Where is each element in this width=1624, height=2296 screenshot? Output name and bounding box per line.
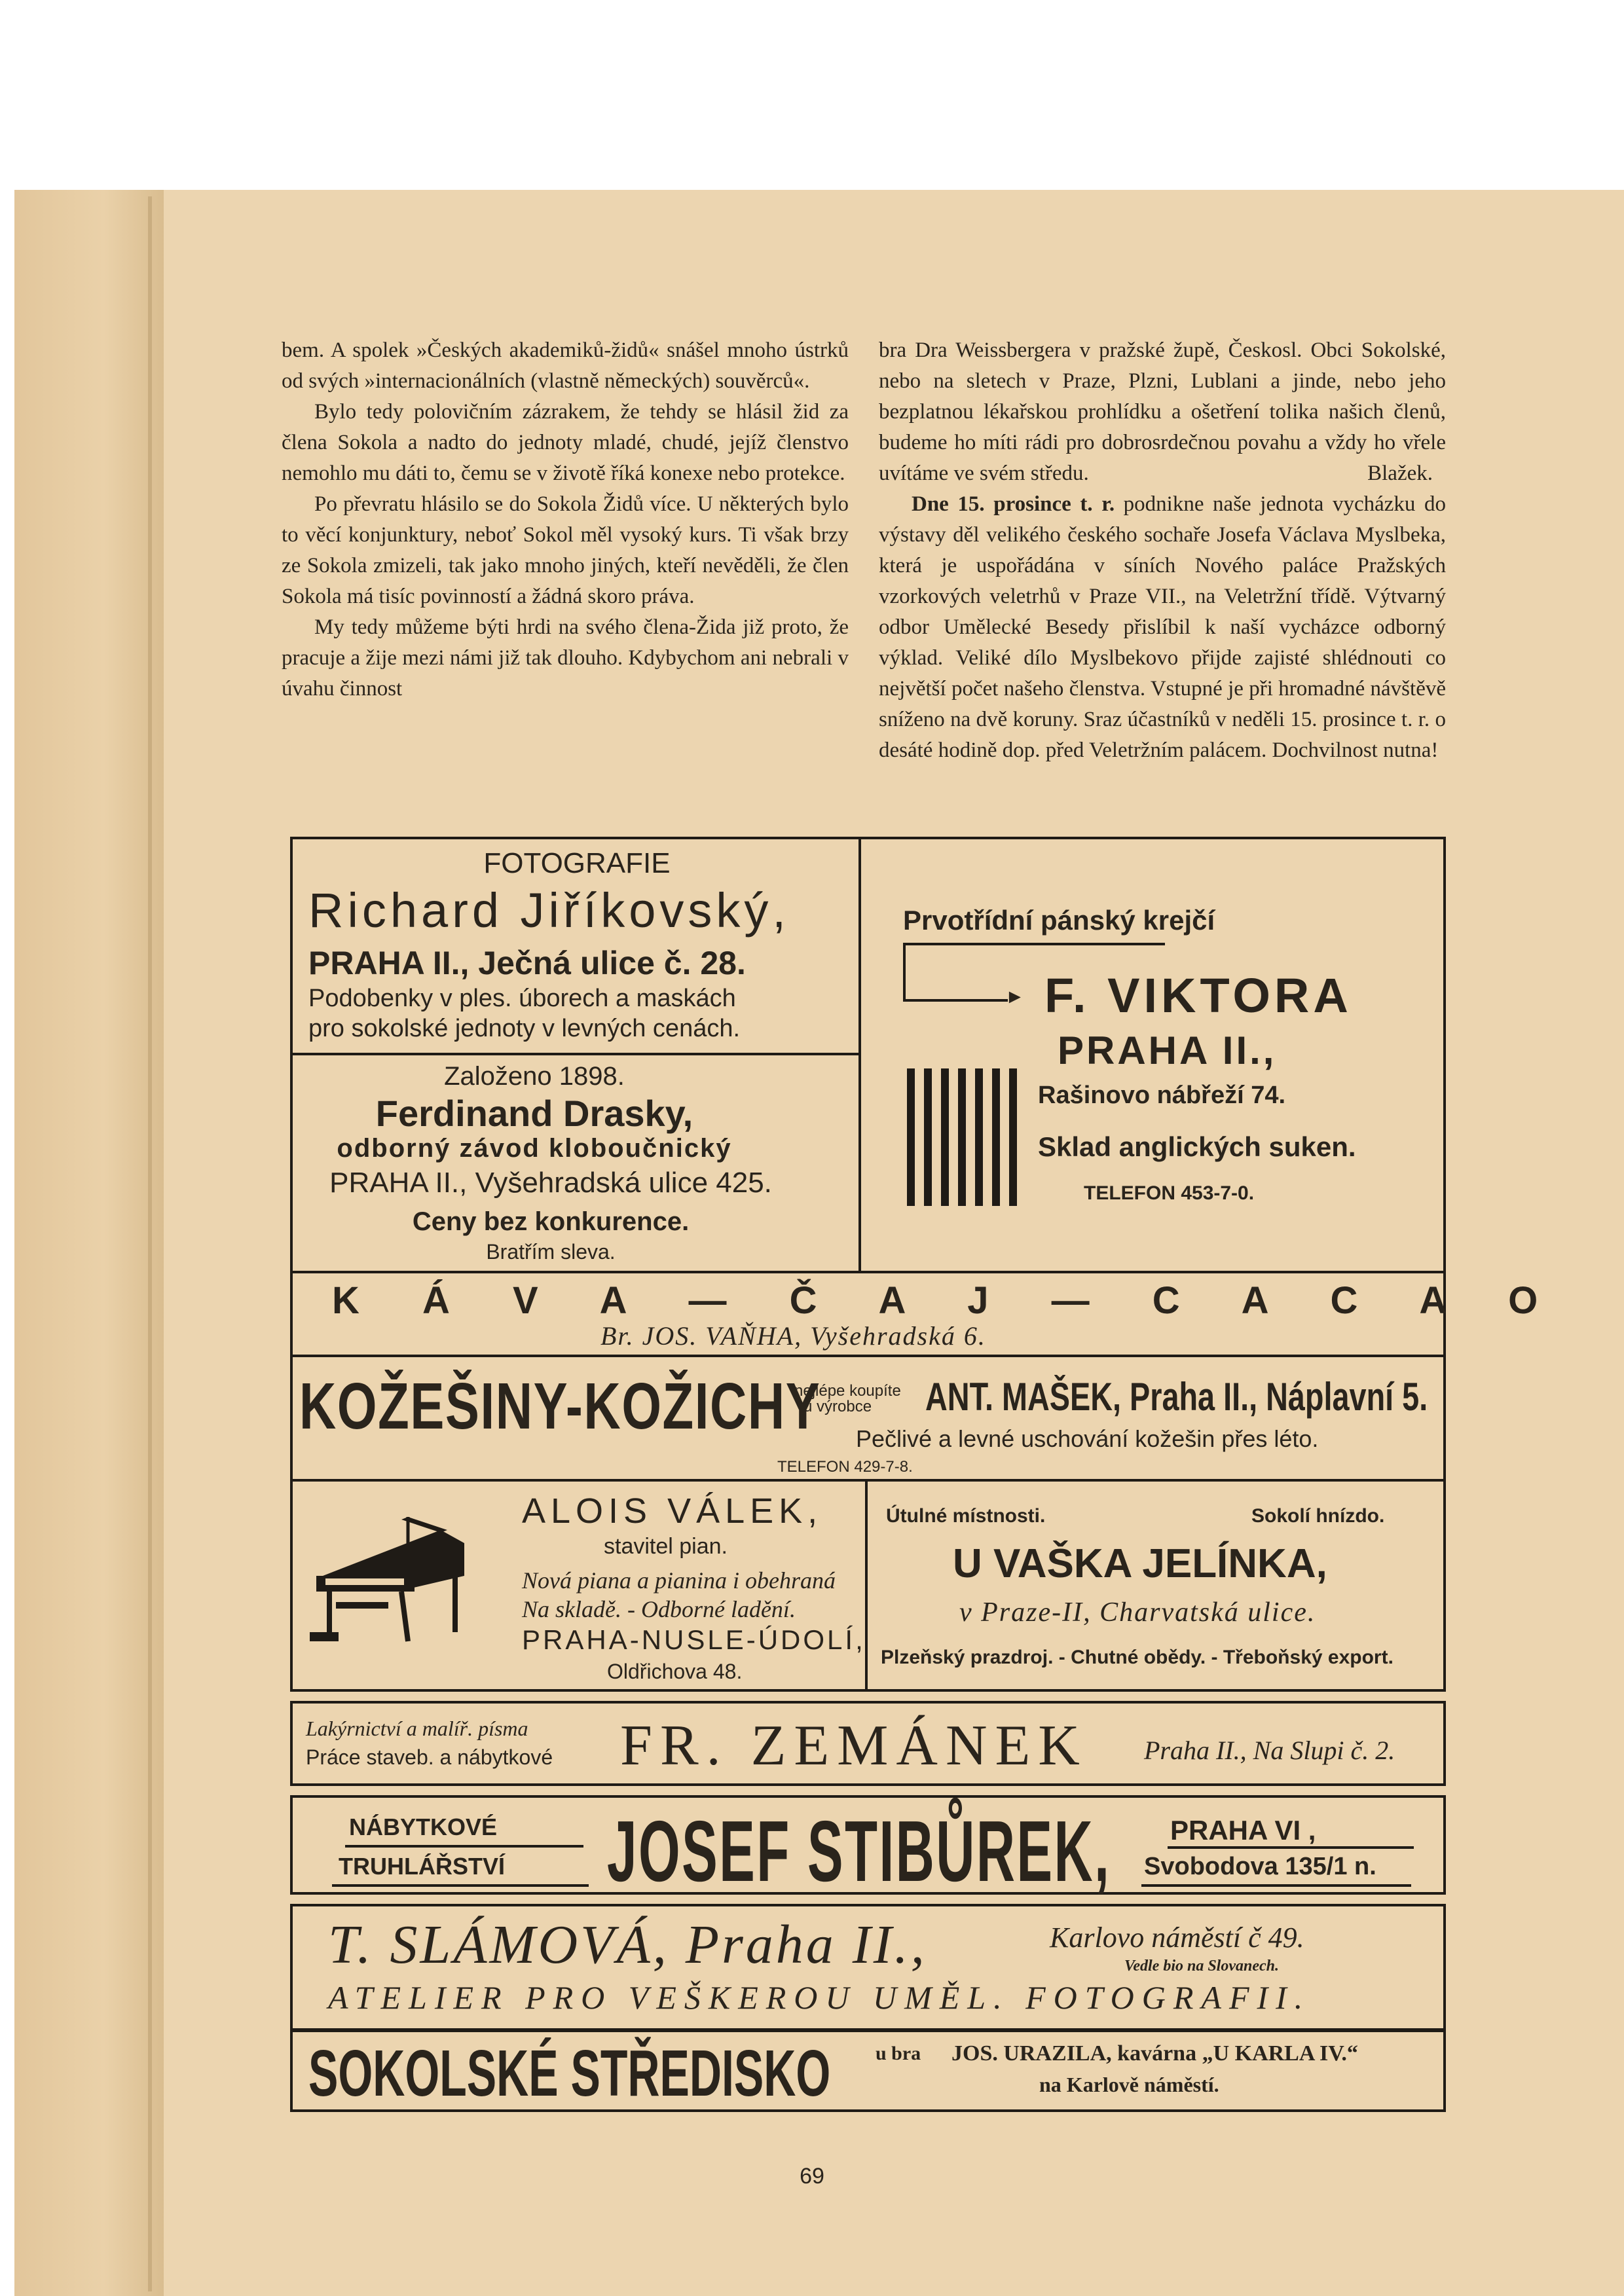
article-column-left (282, 335, 849, 704)
ad-text: Na skladě. - Odborné ladění. (522, 1596, 796, 1622)
ad-text: TRUHLÁŘSTVÍ (339, 1853, 505, 1880)
tailor-street: Rašinovo nábřeží 74. (1038, 1082, 1286, 1109)
founded-year: Založeno 1898. (444, 1062, 625, 1091)
carpenter-name: JOSEF STIBŮREK, (607, 1803, 1111, 1899)
advertisements-block (290, 837, 1564, 2112)
ad-viktora (858, 837, 1446, 1273)
article-paragraph: My tedy můžeme býti hrdi na svého člena-Žida již proto, že pracuje a žije mezi námi již tak dlouho. Kdybychom ani nebrali v úvahu činnost (282, 615, 849, 701)
ad-kava (290, 1271, 1564, 1357)
ad-headline: SOKOLSKÉ STŘEDISKO (308, 2037, 831, 2110)
article-column-right (879, 335, 1446, 766)
cafe-name: JOS. URAZILA, kavárna „U KARLA IV.“ (951, 2041, 1358, 2066)
ad-text: Sklad anglických suken. (1038, 1131, 1356, 1162)
ad-kozesiny (290, 1355, 1446, 1482)
author-signature: Blažek. (1367, 462, 1433, 485)
piano-icon (310, 1504, 467, 1654)
hatter-address: PRAHA II., Vyšehradská ulice 425. (329, 1167, 772, 1199)
piano-maker-city: PRAHA-NUSLE-ÚDOLÍ, (522, 1624, 866, 1655)
tailor-city: PRAHA II., (1058, 1029, 1277, 1072)
carpenter-street: Svobodova 135/1 n. (1144, 1853, 1376, 1880)
ad-drasky (290, 1053, 861, 1273)
ad-text: Bratřím sleva. (486, 1240, 616, 1264)
barcode-decoration (907, 1068, 1022, 1206)
announcement-date: Dne 15. prosince t. r. (912, 492, 1115, 516)
article-paragraph: Po převratu hlásilo se do Sokola Židů více. U některých bylo to věcí konjunktury, neboť Sokol měl vysoký kurs. Ti však brzy ze Sokola zmizeli, tak jako mnoho jiných, kteří nevěděli, že člen Sokola má tisíc povinností a žádná skoro práva. (282, 492, 849, 608)
ad-headline: ATELIER PRO VEŠKEROU UMĚL. FOTOGRAFII. (328, 1979, 1311, 2016)
ad-text: stavitel pian. (604, 1534, 728, 1559)
photographer-name: T. SLÁMOVÁ, Praha II., (328, 1914, 927, 1975)
ad-headline: K Á V A — Č A J — C A C A O (332, 1279, 1564, 1322)
cafe-address: na Karlově náměstí. (1039, 2073, 1219, 2096)
announcement-paragraph (879, 489, 1446, 766)
ad-fotografie (290, 837, 861, 1055)
furrier-phone: TELEFON 429-7-8. (777, 1458, 913, 1476)
ad-headline: KOŽEŠINY-KOŽICHY (299, 1370, 821, 1443)
article-paragraph: bem. A spolek »Českých akademiků-židů« snášel mnoho ústrků od svých »internacionálních (vlastně německých) souvěrců«. (282, 338, 849, 393)
ad-slamova (290, 1904, 1446, 2032)
ad-text: Ceny bez konkurence. (412, 1207, 690, 1236)
article-paragraph: Bylo tedy polovičním zázrakem, že tehdy se hlásil žid za člena Sokola a nadto do jednoty mladé, chudé, jejíž členstvo nemohlo mu dáti to, čemu se v životě říká konexe nebo protekce. (282, 400, 849, 485)
painter-address: Praha II., Na Slupi č. 2. (1144, 1736, 1395, 1765)
ad-heading: FOTOGRAFIE (483, 847, 671, 879)
ad-stiburek (290, 1795, 1446, 1899)
binding-fold (148, 196, 152, 2291)
photographer-name: Richard Jiříkovský, (308, 883, 790, 938)
ad-zemanek (290, 1701, 1446, 1786)
announcement-text: podnikne naše jednota vycházku do výstavy děl velikého českého sochaře Josefa Václava Myslbeka, která je uspořádána v síních Nového paláce Pražských vzorkových veletrhů v Praze VII., na Veletržní třídě. Výtvarný odbor Umělecké Besedy přislíbil k naší vycházce odborný výklad. Veliké dílo Myslbekovo přijde zajisté shlédnouti co největší počet našeho členstva. Vstupné je při hromadné návštěvě sníženo na dvě koruny. Sraz účastníků v neděli 15. prosince t. r. o desáté hodině dop. před Veletržním palácem. Dochvilnost nutna! (879, 492, 1447, 762)
ad-owner: Br. JOS. VAŇHA, Vyšehradská 6. (600, 1321, 986, 1351)
restaurant-place: v Praze-II, Charvatská ulice. (959, 1597, 1316, 1628)
article-paragraph (879, 335, 1446, 489)
piano-maker-name: ALOIS VÁLEK, (522, 1491, 823, 1531)
photographer-address: PRAHA II., Ječná ulice č. 28. (308, 945, 746, 981)
ad-text: Vedle bio na Slovanech. (1124, 1958, 1280, 1975)
piano-maker-street: Oldřichova 48. (607, 1660, 743, 1683)
ad-text: Sokolí hnízdo. (1251, 1505, 1385, 1527)
painter-name: FR. ZEMÁNEK (620, 1714, 1088, 1777)
restaurant-name: U VAŠKA JELÍNKA, (953, 1541, 1327, 1586)
furrier-name: ANT. MAŠEK, Praha II., Náplavní 5. (925, 1375, 1428, 1419)
ad-text: NÁBYTKOVÉ (349, 1813, 498, 1840)
ad-text: Práce staveb. a nábytkové (306, 1745, 553, 1769)
ad-text: pro sokolské jednoty v levných cenách. (308, 1015, 741, 1042)
ad-text: u výrobce (803, 1398, 872, 1415)
ad-text: Útulné místnosti. (886, 1505, 1046, 1527)
ad-heading: Prvotřídní pánský krejčí (903, 905, 1215, 936)
ad-text: Lakýrnictví a malíř. písma (306, 1717, 528, 1740)
ad-text: Podobenky v ples. úborech a maskách (308, 985, 736, 1012)
tailor-name: F. VIKTORA (1044, 968, 1352, 1023)
ad-valek (290, 1479, 868, 1692)
ad-text: Plzeňský prazdroj. - Chutné obědy. - Třeboňský export. (881, 1647, 1393, 1668)
page-number: 69 (800, 2164, 824, 2189)
article-text: bra Dra Weissbergera v pražské župě, Českosl. Obci Sokolské, nebo na sletech v Praze, Plzni, Lublani a jinde, nebo jeho bezplatnou lékařskou prohlídku a ošetření tolika našich členů, budeme ho míti rádi pro dobrosrdečnou povahu a vždy ho vřele uvítáme ve svém středu. (879, 338, 1446, 485)
ad-text: odborný závod kloboučnický (337, 1134, 732, 1163)
ad-text: nejlépe koupíte (794, 1382, 901, 1400)
ad-text: Nová piana a pianina i obehraná (522, 1567, 836, 1594)
binding-edge (14, 190, 164, 2296)
ad-text: u bra (876, 2043, 921, 2064)
hatter-name: Ferdinand Drasky, (375, 1093, 693, 1134)
photographer-address: Karlovo náměstí č 49. (1050, 1922, 1304, 1954)
tailor-phone: TELEFON 453-7-0. (1084, 1182, 1255, 1204)
ad-jelinek (865, 1479, 1446, 1692)
ad-text: Pečlivé a levné uschování kožešin přes léto. (856, 1425, 1319, 1452)
ad-sokolske-stredisko (290, 2028, 1446, 2112)
carpenter-city: PRAHA VI , (1170, 1815, 1316, 1846)
arrow-icon: ► (1005, 986, 1025, 1008)
